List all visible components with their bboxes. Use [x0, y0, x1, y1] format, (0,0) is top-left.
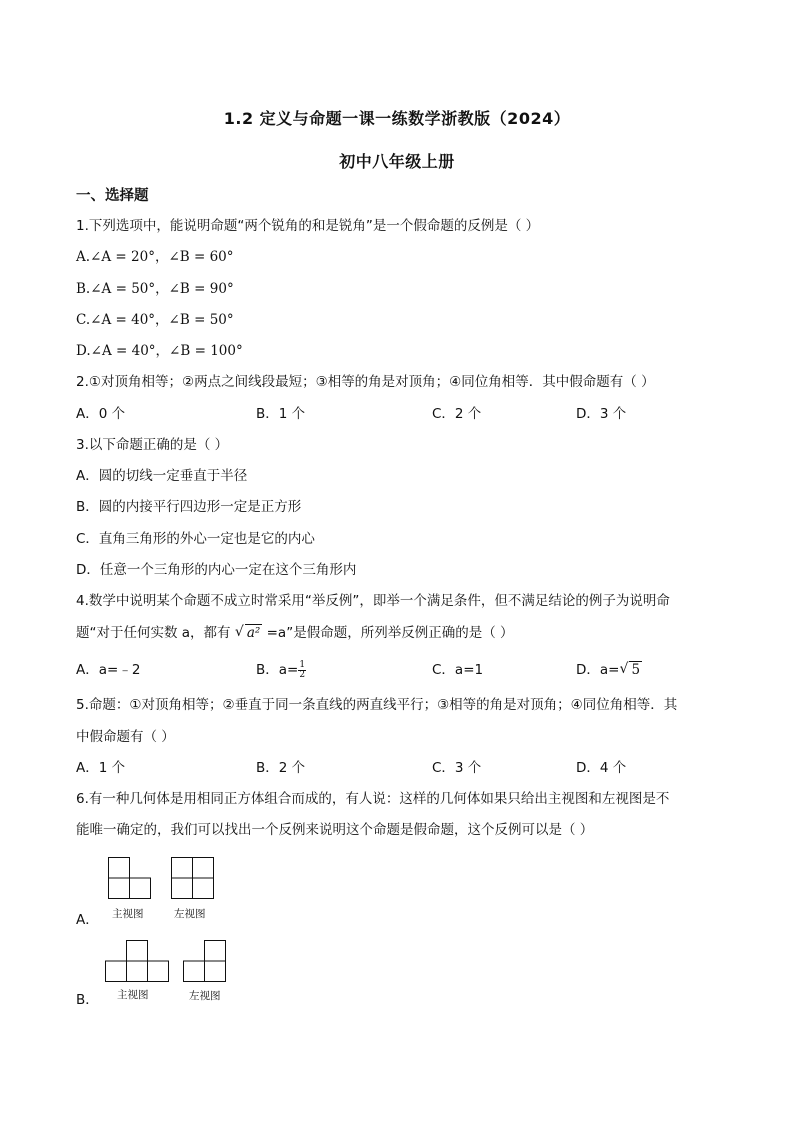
question-6-stem-line1: 6.有一种几何体是用相同正方体组合而成的，有人说：这样的几何体如果只给出主视图和左视图是不	[76, 791, 670, 807]
option-label: D.	[76, 343, 91, 359]
question-3-option-d: D．任意一个三角形的内心一定在这个三角形内	[76, 562, 357, 578]
question-2-stem: 2.①对顶角相等；②两点之间线段最短；③相等的角是对顶角；④同位角相等．其中假命题有（ ）	[76, 374, 655, 390]
cube-face	[172, 858, 193, 879]
option-label: C.	[76, 312, 91, 328]
option-b-left-view-label: 左视图	[189, 990, 221, 1002]
question-5-option-c: C．3 个	[432, 760, 482, 776]
option-text: D．a=	[576, 662, 620, 678]
option-label: A.	[76, 249, 91, 265]
cube-face	[205, 961, 226, 982]
cube-face	[130, 878, 151, 899]
radical-sign-icon: √	[619, 661, 629, 677]
question-4-stem-line1: 4.数学中说明某个命题不成立时常采用“举反例”，即举一个满足条件，但不满足结论的例子为说明命	[76, 593, 670, 609]
angle-b-value: 50°	[209, 312, 234, 328]
cube-face	[172, 878, 193, 899]
option-text: B．a=	[256, 662, 299, 678]
question-2-option-c: C．2 个	[432, 406, 482, 422]
question-2-option-a: A．0 个	[76, 406, 126, 422]
angle-b: ∠B =	[168, 312, 210, 328]
question-4-stem-line2	[76, 623, 514, 643]
document-title: 1.2 定义与命题一课一练数学浙教版（2024）	[223, 109, 571, 128]
question-5-option-a: A．1 个	[76, 760, 126, 776]
option-a-front-view-label: 主视图	[112, 908, 144, 920]
question-5-stem-line2: 中假命题有（ ）	[76, 729, 175, 745]
question-3-stem: 3.以下命题正确的是（ ）	[76, 437, 229, 453]
question-3-option-b: B．圆的内接平行四边形一定是正方形	[76, 499, 302, 515]
cube-face	[127, 961, 148, 982]
angle-b: ∠B =	[168, 249, 210, 265]
angle-b: ∠B =	[168, 281, 210, 297]
question-2-option-d: D．3 个	[576, 406, 627, 422]
fraction-numerator: 1	[299, 659, 306, 670]
question-1-stem: 1.下列选项中，能说明命题“两个锐角的和是锐角”是一个假命题的反例是（ ）	[76, 218, 540, 234]
question-4-option-c: C．a=1	[432, 662, 484, 678]
question-1-option-c: C.∠A = 40°，∠B = 50°	[76, 312, 234, 328]
cube-face	[193, 858, 214, 879]
cube-face	[109, 858, 130, 879]
stem-text: =a”是假命题，所列举反例正确的是（ ）	[262, 625, 514, 641]
cube-face	[184, 961, 205, 982]
angle-b: ∠B =	[169, 343, 211, 359]
stem-text: 题“对于任何实数 a，都有	[76, 625, 235, 641]
question-3-option-a: A．圆的切线一定垂直于半径	[76, 468, 248, 484]
option-label: B.	[76, 281, 91, 297]
option-b-front-view-figure	[105, 940, 170, 982]
question-6-option-a-label: A．	[76, 912, 99, 928]
question-6-stem-line2: 能唯一确定的，我们可以找出一个反例来说明这个命题是假命题，这个反例可以是（ ）	[76, 822, 594, 838]
angle-b-value: 100°	[210, 343, 243, 359]
option-a-left-view-figure	[171, 857, 215, 899]
angle-a: ∠A =	[90, 249, 132, 265]
cube-face	[109, 878, 130, 899]
question-1-option-b: B.∠A = 50°，∠B = 90°	[76, 281, 234, 297]
cube-face	[127, 941, 148, 962]
cube-face	[193, 878, 214, 899]
radical-sign-icon: √	[234, 624, 244, 640]
question-1-option-d: D.∠A = 40°，∠B = 100°	[76, 343, 243, 359]
sqrt-expression	[619, 660, 642, 680]
fraction	[298, 661, 306, 680]
question-6-option-b-label: B．	[76, 992, 99, 1008]
question-1-option-a: A.∠A = 20°，∠B = 60°	[76, 249, 234, 265]
angle-b-value: 90°	[209, 281, 234, 297]
cube-face	[205, 941, 226, 962]
question-4-option-b	[256, 660, 306, 680]
cube-face	[106, 961, 127, 982]
question-5-stem-line1: 5.命题：①对顶角相等；②垂直于同一条直线的两直线平行；③相等的角是对顶角；④同位角相等．其	[76, 697, 678, 713]
question-5-option-b: B．2 个	[256, 760, 306, 776]
cube-face	[148, 961, 169, 982]
question-2-option-b: B．1 个	[256, 406, 306, 422]
sqrt-content: 5	[631, 662, 641, 678]
option-b-left-view-figure	[183, 940, 227, 982]
question-4-option-d	[576, 660, 642, 680]
angle-a-value: 40°	[131, 343, 156, 359]
sqrt-content: a²	[246, 625, 261, 641]
question-5-option-d: D．4 个	[576, 760, 627, 776]
sqrt-expression	[235, 623, 262, 643]
angle-a-value: 50°	[131, 281, 156, 297]
option-b-front-view-label: 主视图	[117, 989, 149, 1001]
question-4-option-a: A．a=﹣2	[76, 662, 141, 678]
angle-a: ∠A =	[90, 343, 132, 359]
option-a-left-view-label: 左视图	[174, 908, 206, 920]
option-a-front-view-figure	[108, 857, 152, 899]
document-subtitle: 初中八年级上册	[339, 152, 455, 171]
angle-a-value: 40°	[131, 312, 156, 328]
fraction-denominator: 2	[299, 669, 306, 680]
question-3-option-c: C．直角三角形的外心一定也是它的内心	[76, 531, 315, 547]
angle-a-value: 20°	[131, 249, 155, 265]
section-heading: 一、选择题	[76, 188, 149, 204]
angle-a: ∠A =	[90, 312, 132, 328]
angle-a: ∠A =	[90, 281, 132, 297]
angle-b-value: 60°	[209, 249, 234, 265]
